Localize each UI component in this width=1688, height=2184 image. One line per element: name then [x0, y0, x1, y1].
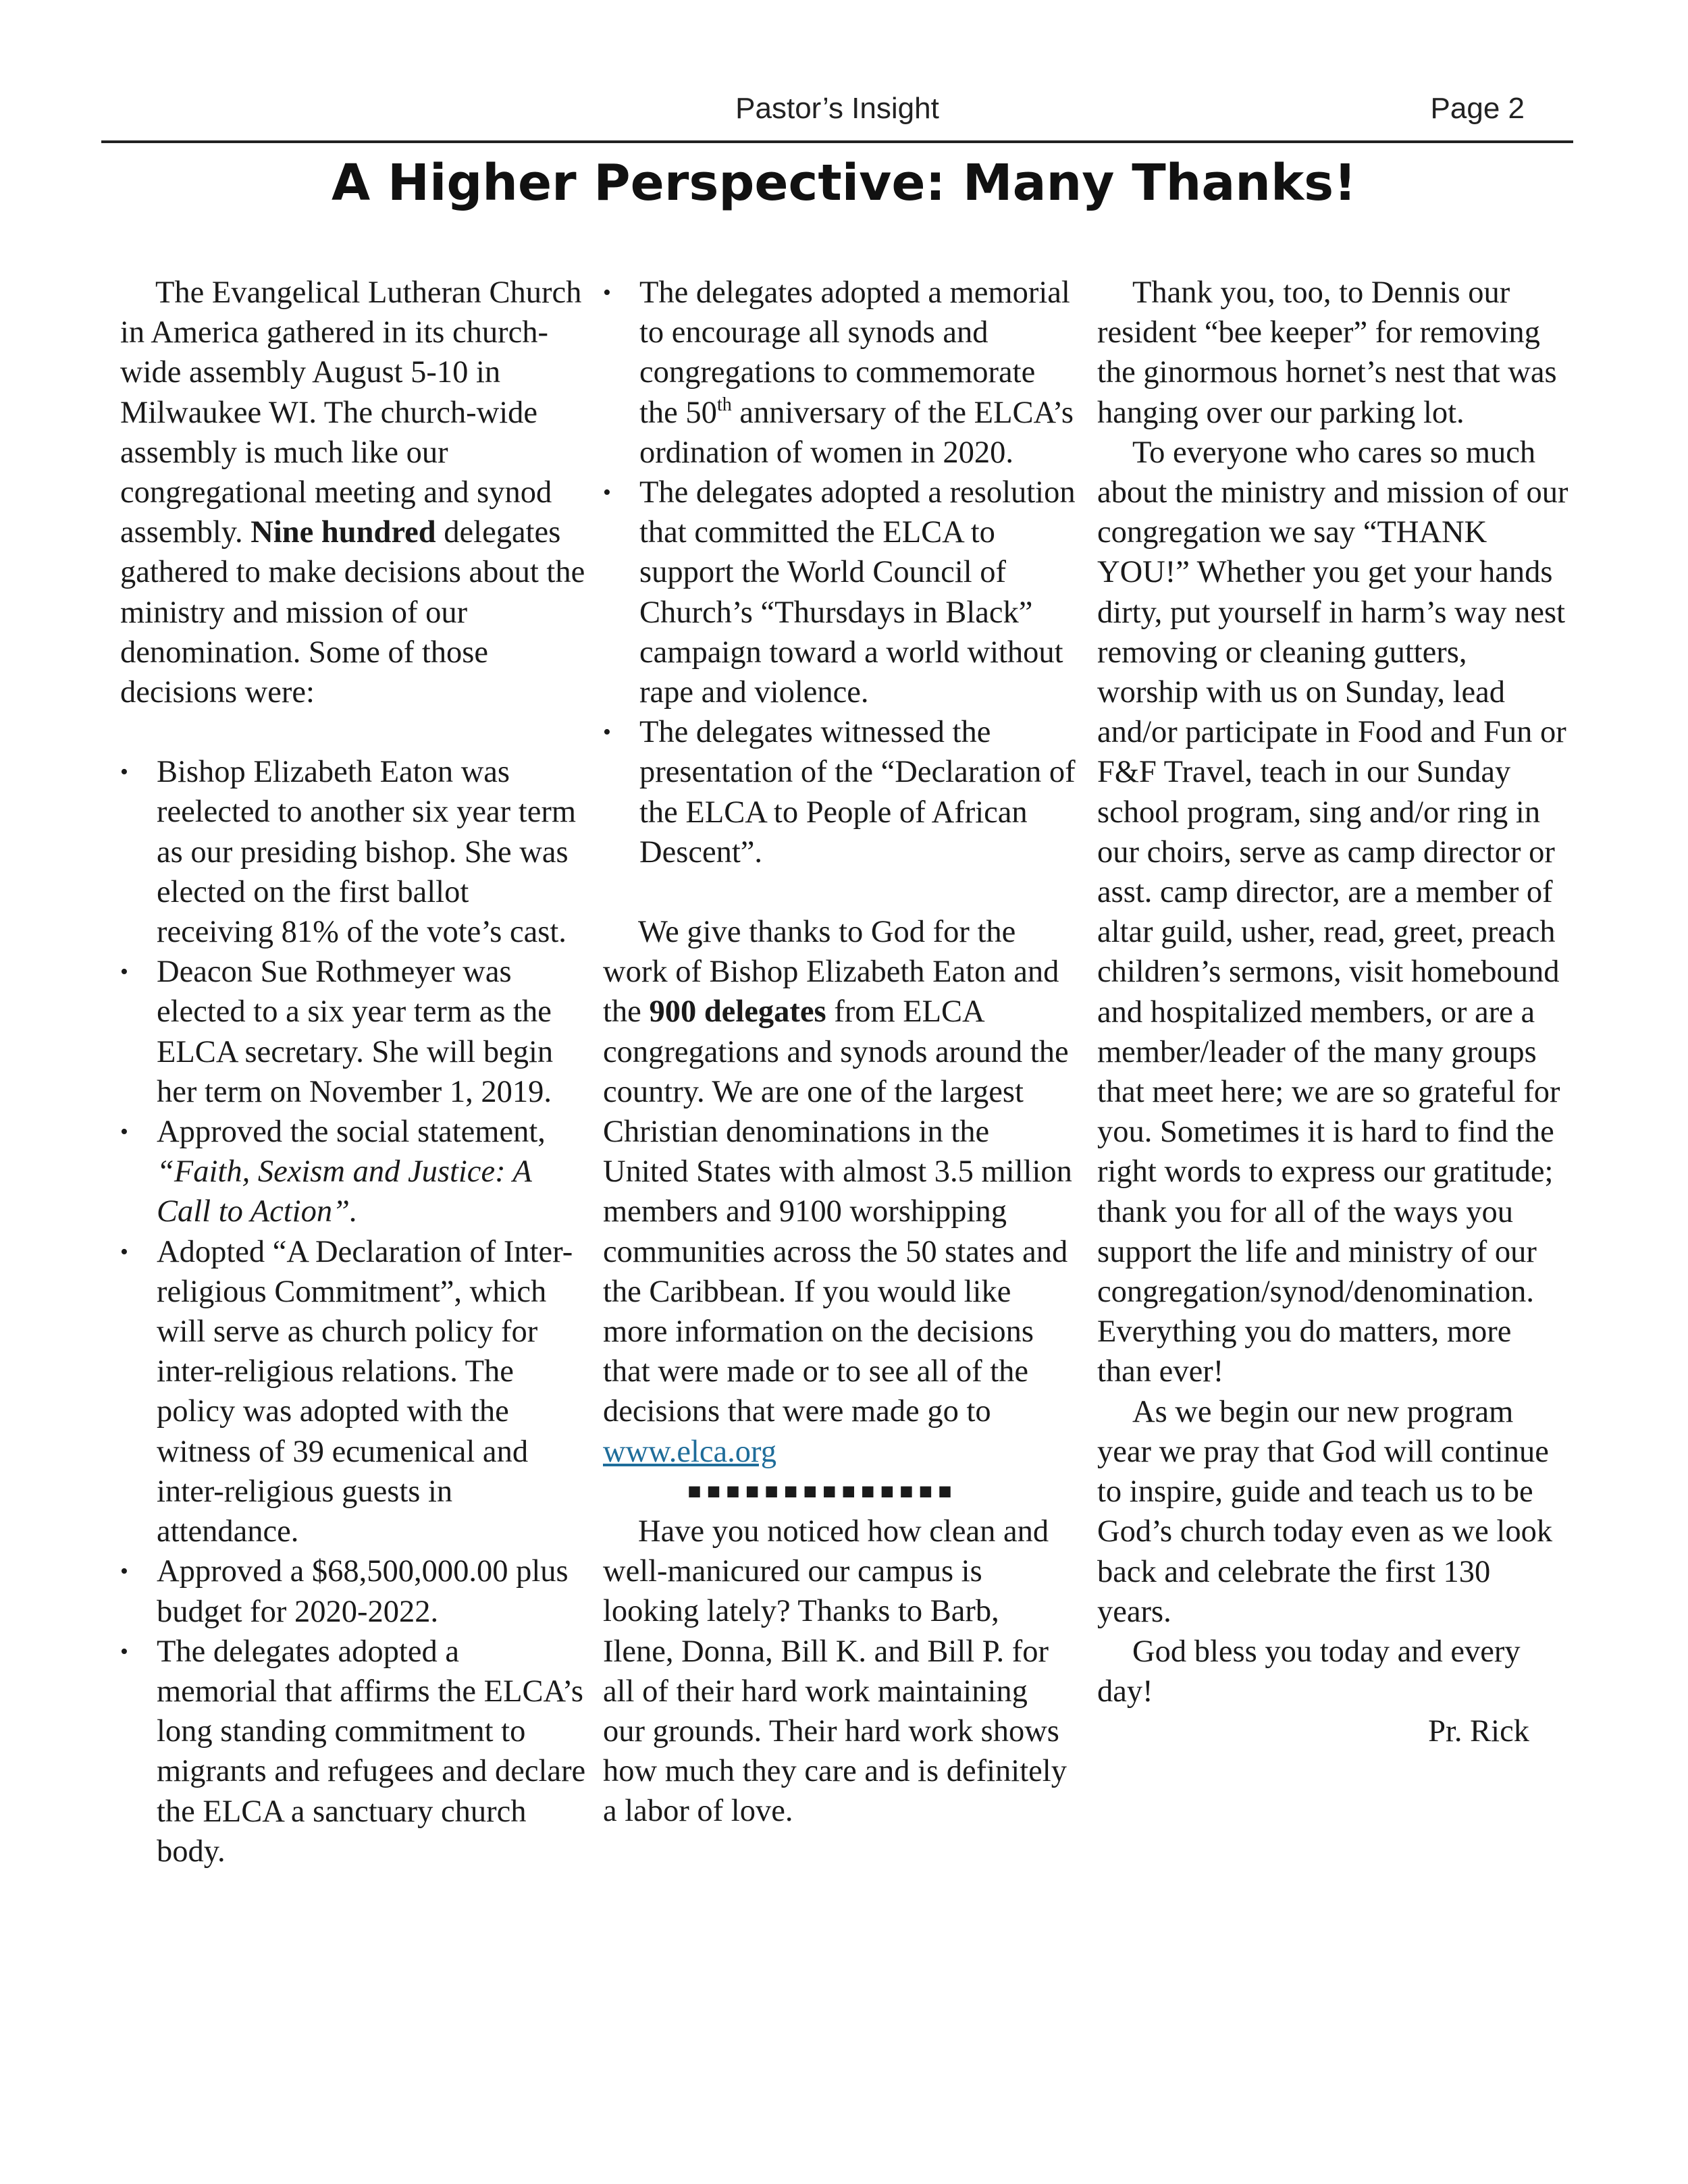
- list-item: • Approved the social statement, “Faith, Sexism and Justice: A Call to Action”.: [120, 1112, 586, 1232]
- intro-paragraph: The Evangelical Lutheran Church in America gathered in its church-wide assembly August 5-10 in Milwaukee WI. The church-wide assembly is much like our congregational meeting and synod assembly. Nine hundred delegates gathered to make decisions about the ministry and mission of our denomination. Some of those decisions were:: [120, 275, 585, 710]
- everyone-paragraph: To everyone who cares so much about the ministry and mission of our congregation we say “THANK YOU!” Whether you get your hands dirty, put yourself in harm’s way nest removing or cleaning gutters, worship with us on Sunday, lead and/or participate in Food and Fun or F&F Travel, teach in our Sunday school program, sing and/or ring in our choirs, serve as camp director or asst. camp director, are a member of altar guild, usher, read, greet, preach children’s sermons, visit homebound and hospitalized members, or are a member/leader of the many groups that meet here; we are so grateful for you. Sometimes it is hard to find the right words to express our gratitude; thank you for all of the ways you support the life and ministry of our congregation/synod/denomination. Everything you do matters, more than ever!: [1097, 435, 1568, 1389]
- section-divider: ■■■■■■■■■■■■■■: [687, 1479, 957, 1504]
- section-title: Pastor’s Insight: [735, 92, 939, 125]
- bullet-icon: •: [120, 959, 128, 985]
- list-item: • Approved a $68,500,000.00 plus budget for 2020-2022.: [120, 1551, 586, 1631]
- list-item: • Bishop Elizabeth Eaton was reelected to another six year term as our presiding bishop. She was elected on the first ballot receiving 81% of the vote’s cast.: [120, 752, 586, 952]
- list-item: • The delegates witnessed the presentation of the “Declaration of the ELCA to People of African Descent”.: [603, 712, 1076, 872]
- article-title: A Higher Perspective: Many Thanks!: [332, 154, 1356, 212]
- bullet-icon: •: [120, 1559, 128, 1584]
- blessing-paragraph: God bless you today and every day!: [1097, 1634, 1521, 1709]
- thanks-paragraph: We give thanks to God for the work of Bishop Elizabeth Eaton and the 900 delegates from ELCA congregations and synods around the country. We are one of the largest Christian denominations in the United States with almost 3.5 million members and 9100 worshipping communities across the 50 states and the Caribbean. If you would like more information on the decisions that were made or to see all of the decisions that were made go to www.elca.org: [603, 915, 1072, 1469]
- bullet-icon: •: [603, 280, 611, 305]
- list-item: • The delegates adopted a resolution that committed the ELCA to support the World Council of Church’s “Thursdays in Black” campaign toward a world without rape and violence.: [603, 473, 1076, 712]
- bullet-icon: •: [120, 760, 128, 785]
- list-item: • Adopted “A Declaration of Inter-religious Commitment”, which will serve as church policy for inter-religious relations. The policy was adopted with the witness of 39 ecumenical and inter-religious guests in attendance.: [120, 1232, 586, 1552]
- column-3: [1097, 273, 1570, 1752]
- campus-paragraph: Have you noticed how clean and well-manicured our campus is looking lately? Thanks to Barb, Ilene, Donna, Bill K. and Bill P. for all of their hard work maintaining our grounds. Their hard work shows how much they care and is definitely a labor of love.: [603, 1514, 1067, 1829]
- column-1: [120, 273, 586, 1871]
- program-paragraph: As we begin our new program year we pray that God will continue to inspire, guide and teach us to be God’s church today even as we look back and celebrate the first 130 years.: [1097, 1394, 1553, 1629]
- signature: Pr. Rick: [1428, 1714, 1529, 1749]
- bullet-icon: •: [120, 1639, 128, 1664]
- elca-link[interactable]: www.elca.org: [603, 1434, 776, 1469]
- dennis-paragraph: Thank you, too, to Dennis our resident “bee keeper” for removing the ginormous hornet’s nest that was hanging over our parking lot.: [1097, 275, 1557, 430]
- bullet-icon: •: [120, 1119, 128, 1145]
- decisions-list: [120, 752, 586, 1871]
- page-number: Page 2: [1430, 92, 1525, 125]
- list-item: • The delegates adopted a memorial to encourage all synods and congregations to commemorate the 50th anniversary of the ELCA’s ordination of women in 2020.: [603, 273, 1076, 473]
- column-2: [603, 273, 1076, 1832]
- bullet-icon: •: [120, 1239, 128, 1264]
- decisions-list-continued: [603, 273, 1076, 872]
- bullet-icon: •: [603, 720, 611, 745]
- list-item: • The delegates adopted a memorial that affirms the ELCA’s long standing commitment to migrants and refugees and declare the ELCA a sanctuary church body.: [120, 1632, 586, 1871]
- list-item: • Deacon Sue Rothmeyer was elected to a six year term as the ELCA secretary. She will begin her term on November 1, 2019.: [120, 952, 586, 1112]
- page-header: [101, 86, 1573, 143]
- bullet-icon: •: [603, 480, 611, 506]
